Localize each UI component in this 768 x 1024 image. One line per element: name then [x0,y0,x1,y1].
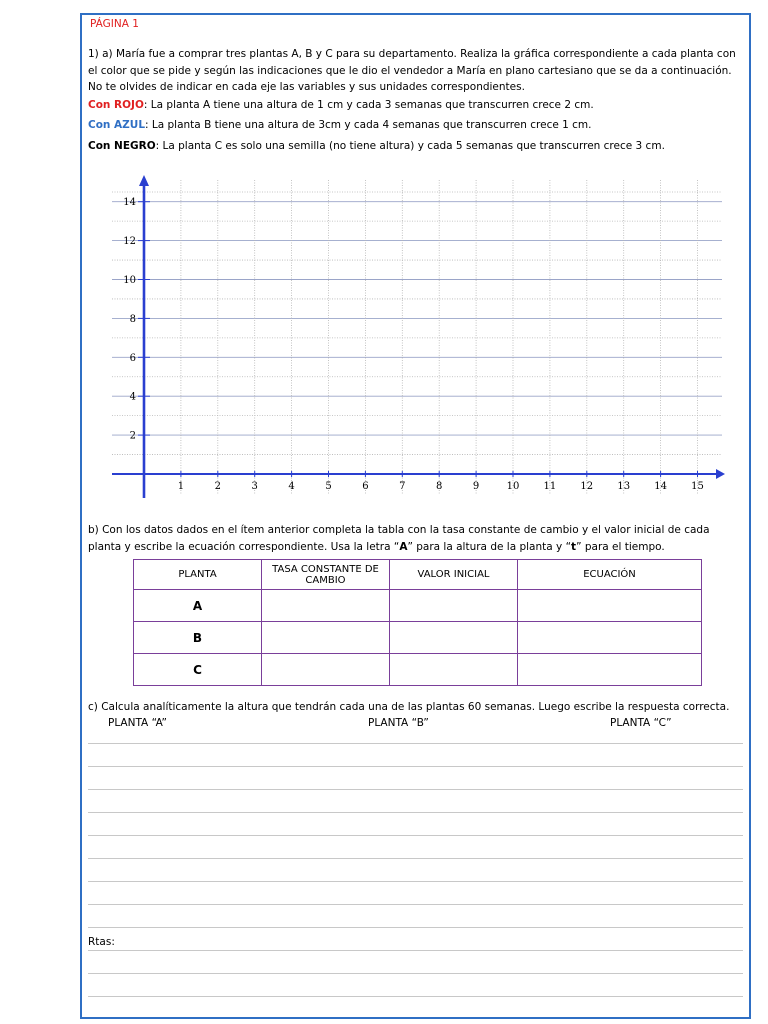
x-tick-label: 15 [691,481,704,492]
y-tick-label: 6 [129,352,136,364]
x-tick-label: 13 [617,481,631,492]
y-tick-label: 12 [123,236,136,248]
cell-valor-b[interactable] [390,622,518,654]
y-tick-label: 4 [129,391,136,403]
y-tick-label: 10 [123,275,136,286]
cell-valor-a[interactable] [390,590,518,622]
page-label: PÁGINA 1 [90,18,139,30]
answer-line[interactable] [88,766,743,767]
row-label-a: A [134,590,262,622]
letter-t: t [571,541,577,553]
part-c-prompt: c) Calcula analíticamente la altura que tendrán cada una de las plantas 60 semanas. Luego escribe la respuesta correcta. [88,701,730,713]
intro-paragraph: 1) a) María fue a comprar tres plantas A, B y C para su departamento. Realiza la gráfica correspondiente a cada planta con el color que se pide y según las indicaciones que le dio el vendedor a María en plano cartesiano que se da a continuación. No te olvides de indicar en cada eje las variables y sus unidades correspondientes. [88,48,736,93]
page-frame [80,13,751,1019]
x-tick-label: 12 [580,481,594,492]
instruction-negro [88,138,665,155]
x-tick-label: 10 [506,481,520,492]
part-b-line2-pre: planta y escribe la ecuación correspondiente. Usa la letra “ [88,541,400,553]
azul-label: Con AZUL [88,119,146,131]
answer-line[interactable] [88,927,743,928]
cell-valor-c[interactable] [390,654,518,686]
negro-text: : La planta C es solo una semilla (no tiene altura) y cada 5 semanas que transcurren crece 3 cm. [155,140,665,152]
part-b-line2-post: ” para el tiempo. [576,541,665,553]
answer-line[interactable] [88,789,743,790]
cell-tasa-b[interactable] [262,622,390,654]
cell-ecuacion-c[interactable] [518,654,702,686]
x-axis-arrow [716,469,725,479]
part-b-line2 [88,539,665,556]
answer-line[interactable] [88,858,743,859]
cell-ecuacion-a[interactable] [518,590,702,622]
row-label-b: B [134,622,262,654]
answer-line[interactable] [88,950,743,951]
part-b-line1: b) Con los datos dados en el ítem anterior completa la tabla con la tasa constante de cambio y el valor inicial de cada [88,524,710,536]
azul-text: : La planta B tiene una altura de 3cm y cada 4 semanas que transcurren crece 1 cm. [145,119,592,131]
x-tick-label: 8 [436,481,443,492]
y-tick-label: 8 [129,313,136,325]
x-tick-label: 1 [177,481,185,492]
cell-ecuacion-b[interactable] [518,622,702,654]
rojo-label: Con ROJO [88,99,144,111]
header-ecuacion: ECUACIÓN [518,560,702,590]
y-tick-label: 14 [123,197,136,209]
answers-label: Rtas: [88,936,115,948]
answer-line[interactable] [88,743,743,744]
x-tick-label: 7 [399,481,406,492]
part-b-line2-mid: ” para la altura de la planta y “ [407,541,572,553]
instruction-rojo [88,97,594,114]
answer-line[interactable] [88,904,743,905]
rojo-text: : La planta A tiene una altura de 1 cm y cada 3 semanas que transcurren crece 2 cm. [143,99,594,111]
rates-table [133,559,702,686]
x-tick-label: 9 [472,481,480,492]
row-label-c: C [134,654,262,686]
x-tick-label: 3 [251,481,258,492]
x-tick-label: 14 [654,481,667,492]
y-axis-arrow [139,175,149,186]
table-row [134,590,702,622]
instruction-azul [88,117,592,134]
header-planta: PLANTA [134,560,262,590]
x-tick-label: 4 [288,481,295,492]
table-row [134,622,702,654]
answer-line[interactable] [88,973,743,974]
x-tick-label: 5 [325,481,332,492]
cartesian-grid-chart[interactable] [110,172,730,502]
negro-label: Con NEGRO [88,140,156,152]
header-tasa: TASA CONSTANTE DE CAMBIO [262,560,390,590]
answer-line[interactable] [88,812,743,813]
cell-tasa-a[interactable] [262,590,390,622]
letter-a: A [399,541,408,553]
table-row [134,654,702,686]
y-tick-label: 2 [129,430,136,442]
answer-line[interactable] [88,835,743,836]
plant-b-label: PLANTA “B” [368,717,429,729]
answer-line[interactable] [88,881,743,882]
cell-tasa-c[interactable] [262,654,390,686]
x-tick-label: 6 [362,481,369,492]
plant-c-label: PLANTA “C” [610,717,672,729]
x-tick-label: 2 [214,481,221,492]
header-valor-inicial: VALOR INICIAL [390,560,518,590]
plant-a-label: PLANTA “A” [108,717,167,729]
x-tick-label: 11 [543,481,557,492]
answer-line[interactable] [88,996,743,997]
